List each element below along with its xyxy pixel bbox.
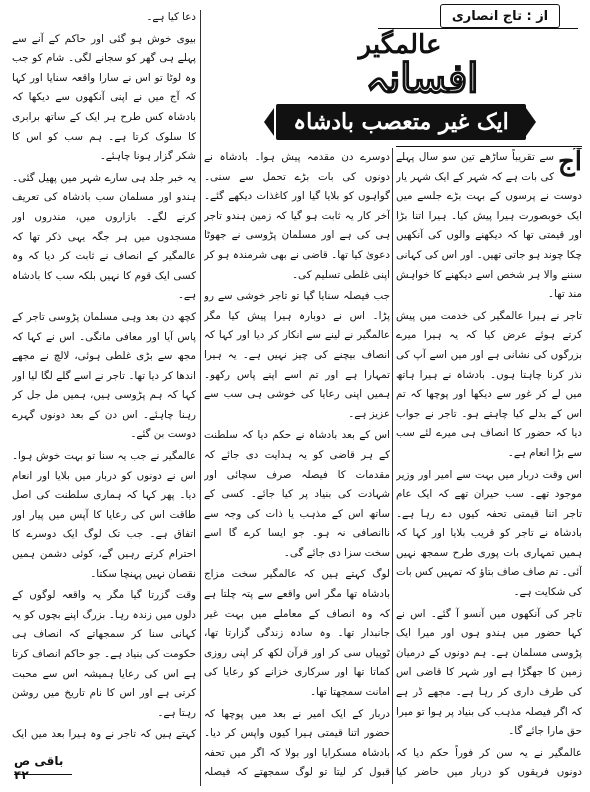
paragraph: دربار کے ایک امیر نے بعد میں پوچھا کہ حضور اتنا قیمتی ہیرا کیوں واپس کر دیا۔ بادشاہ مسکرایا اور بولا کہ اگر میں تحفہ قبول کر لیتا تو لوگ سمجھتے کہ فیصلہ: [204, 707, 390, 779]
paragraph: وقت گزرتا گیا مگر یہ واقعہ لوگوں کے دلوں میں زندہ رہا۔ بزرگ اپنے بچوں کو یہ کہانی سنا کر سمجھاتے کہ انصاف ہی حکومت کی بنیاد ہے۔ جو حاکم انصاف کرتا ہے اس کی رعایا ہمیشہ اس سے محبت کرتی ہے اور اس کا نام تاریخ میں روشن رہتا ہے۔: [12, 589, 196, 719]
banner-left-point: [264, 108, 274, 136]
article-column-middle: [204, 148, 390, 784]
article-column-left: [12, 8, 196, 748]
masthead-title: افسانہ: [365, 55, 479, 102]
paragraph: تاجر کی آنکھوں میں آنسو آ گئے۔ اس نے کہا حضور میں ہندو ہوں اور میرا ایک پڑوسی مسلمان ہے۔ ہم دونوں کے درمیان زمین کا جھگڑا ہے اور شہر کا قاضی اس کی طرف داری کر رہا ہے۔ مجھے ڈر ہے کہ اگر فیصلہ مذہب کی بنیاد پر ہوا تو میرا حق مارا جائے گا۔: [396, 607, 582, 738]
paragraph: عالمگیر نے یہ سن کر فوراً حکم دیا کہ دونوں فریقوں کو دربار میں حاضر کیا: [396, 746, 582, 779]
drop-cap-word: آج: [557, 148, 582, 177]
paragraph: دعا کیا ہے۔: [146, 11, 196, 23]
paragraph: یہ خبر جلد ہی سارے شہر میں پھیل گئی۔ ہندو اور مسلمان سب بادشاہ کی تعریف کرنے لگے۔ بازاروں میں، مندروں اور مسجدوں میں ہر جگہ یہی ذکر تھا کہ عالمگیر کے انصاف نے ثابت کر دیا کہ وہ کسی ایک قوم کا نہیں بلکہ سب کا بادشاہ ہے۔: [12, 171, 196, 302]
header-divider: [396, 146, 582, 147]
paragraph: اس وقت دربار میں بہت سے امیر اور وزیر موجود تھے۔ سب حیران تھے کہ ایک عام تاجر اتنا قیمتی تحفہ کیوں دے رہا ہے۔ بادشاہ نے تاجر کو قریب بلایا اور کہا کہ ہمیں تمہاری بات پوری طرح سمجھ نہیں آئی۔ تم صاف صاف بتاؤ کہ تمہیں کس بات کی شکایت ہے۔: [396, 468, 582, 599]
column-divider: [200, 10, 201, 786]
column-divider: [392, 148, 393, 784]
masthead: [262, 30, 582, 102]
article-column-right: [396, 148, 582, 784]
continued-on-page: باقی ص ۴۲: [14, 754, 64, 782]
paragraph: تاجر نے ہیرا عالمگیر کی خدمت میں پیش کرتے ہوئے عرض کیا کہ یہ ہیرا میرے بزرگوں کی نشانی ہے اور میں اسے آپ کی نذر کرنا چاہتا ہوں۔ بادشاہ نے ہیرا ہاتھ میں لے کر غور سے دیکھا اور پوچھا کہ تم اس کے بدلے کیا چاہتے ہو۔ تاجر نے جواب دیا کہ حضور کا انصاف ہی میرے لئے سب سے بڑا انعام ہے۔: [396, 309, 582, 459]
paragraph: کہتے ہیں کہ تاجر نے وہ ہیرا بعد میں ایک: [12, 728, 196, 741]
author-byline: [440, 4, 560, 28]
paragraph: کچھ دن بعد وہی مسلمان پڑوسی تاجر کے پاس آیا اور معافی مانگی۔ اس نے کہا کہ مجھ سے بڑی غلطی ہوئی، لالچ نے مجھے اندھا کر دیا تھا۔ تاجر نے اسے گلے لگا لیا اور کہا کہ ہم پڑوسی ہیں، ہمیں مل جل کر رہنا چاہئے۔ اس دن کے بعد دونوں گہرے دوست بن گئے۔: [12, 310, 196, 441]
paragraph: دوسرے دن مقدمہ پیش ہوا۔ بادشاہ نے دونوں کی بات بڑے تحمل سے سنی۔ گواہوں کو بلایا گیا اور کاغذات دیکھے گئے۔ آخر کار یہ ثابت ہو گیا کہ زمین ہندو تاجر ہی کی ہے اور مسلمان پڑوسی نے جھوٹا دعویٰ کیا تھا۔ قاضی نے بھی شرمندہ ہو کر اپنی غلطی تسلیم کی۔: [204, 151, 390, 281]
paragraph: عالمگیر نے جب یہ سنا تو بہت خوش ہوا۔ اس نے دونوں کو دربار میں بلایا اور انعام دیا۔ پھر کہا کہ ہماری سلطنت کی اصل طاقت اس کی رعایا کا آپس میں پیار اور اتفاق ہے۔ جب تک لوگ ایک دوسرے کا احترام کرتے رہیں گے، کوئی دشمن ہمیں نقصان نہیں پہنچا سکتا۔: [12, 450, 196, 580]
paragraph: بیوی خوش ہو گئی اور حاکم کے آنے سے پہلے ہی گھر کو سجانے لگی۔ شام کو جب وہ لوٹا تو اس نے سارا واقعہ سنایا اور کہا کہ آج میں نے اپنی آنکھوں سے دیکھا کہ بادشاہ کس طرح ہر ایک کے ساتھ برابری کا سلوک کرتا ہے۔ ہم سب کو اس کا شکر گزار ہونا چاہئے۔: [12, 32, 196, 163]
author-name: از : تاج انصاری: [451, 8, 549, 24]
paragraph: جب فیصلہ سنایا گیا تو تاجر خوشی سے رو پڑا۔ اس نے دوبارہ ہیرا پیش کیا مگر عالمگیر نے لینے سے انکار کر دیا اور کہا کہ انصاف بیچنے کی چیز نہیں ہے۔ یہ ہیرا تمہارا ہے اور تم اسے اپنے پاس رکھو۔ ہمیں اپنی رعایا کی خوشی ہی سب سے عزیز ہے۔: [204, 290, 390, 420]
banner-right-point: [526, 108, 536, 136]
paragraph: لوگ کہتے ہیں کہ عالمگیر سخت مزاج بادشاہ تھا مگر اس واقعے سے پتہ چلتا ہے کہ وہ انصاف کے معاملے میں بہت غیر جانبدار تھا۔ وہ سادہ زندگی گزارتا تھا، ٹوپیاں سی کر اور قرآن لکھ کر اپنی روزی کماتا تھا اور سرکاری خزانے کو رعایا کی امانت سمجھتا تھا۔: [204, 568, 390, 699]
paragraph: سے تقریباً ساڑھے تین سو سال پہلے کی بات ہے کہ شہر کے ایک شہر یار دوست نے پرسوں کے بہت بڑے جلسے میں ایک خوبصورت ہیرا پیش کیا۔ ہیرا اتنا بڑا اور قیمتی تھا کہ دیکھنے والوں کی آنکھیں چکا چوند ہو جاتی تھیں۔ اور اس کی کہانی سننے والا ہر شخص اسے دیکھنے کا خواہش مند تھا۔: [396, 151, 582, 301]
continued-rule: [14, 774, 72, 775]
story-title: ایک غیر متعصب بادشاہ: [293, 109, 509, 135]
byline-rule: [378, 28, 578, 29]
paragraph: اس کے بعد بادشاہ نے حکم دیا کہ سلطنت کے ہر قاضی کو یہ ہدایت دی جائے کہ مقدمات کا فیصلہ صرف سچائی اور شہادت کی بنیاد پر کیا جائے۔ کسی کے ساتھ اس کے مذہب یا ذات کی وجہ سے ناانصافی نہ ہو۔ جو ایسا کرے گا اسے سخت سزا دی جائے گی۔: [204, 429, 390, 559]
series-title: عالمگیر: [358, 30, 442, 60]
story-title-banner: [276, 104, 526, 140]
